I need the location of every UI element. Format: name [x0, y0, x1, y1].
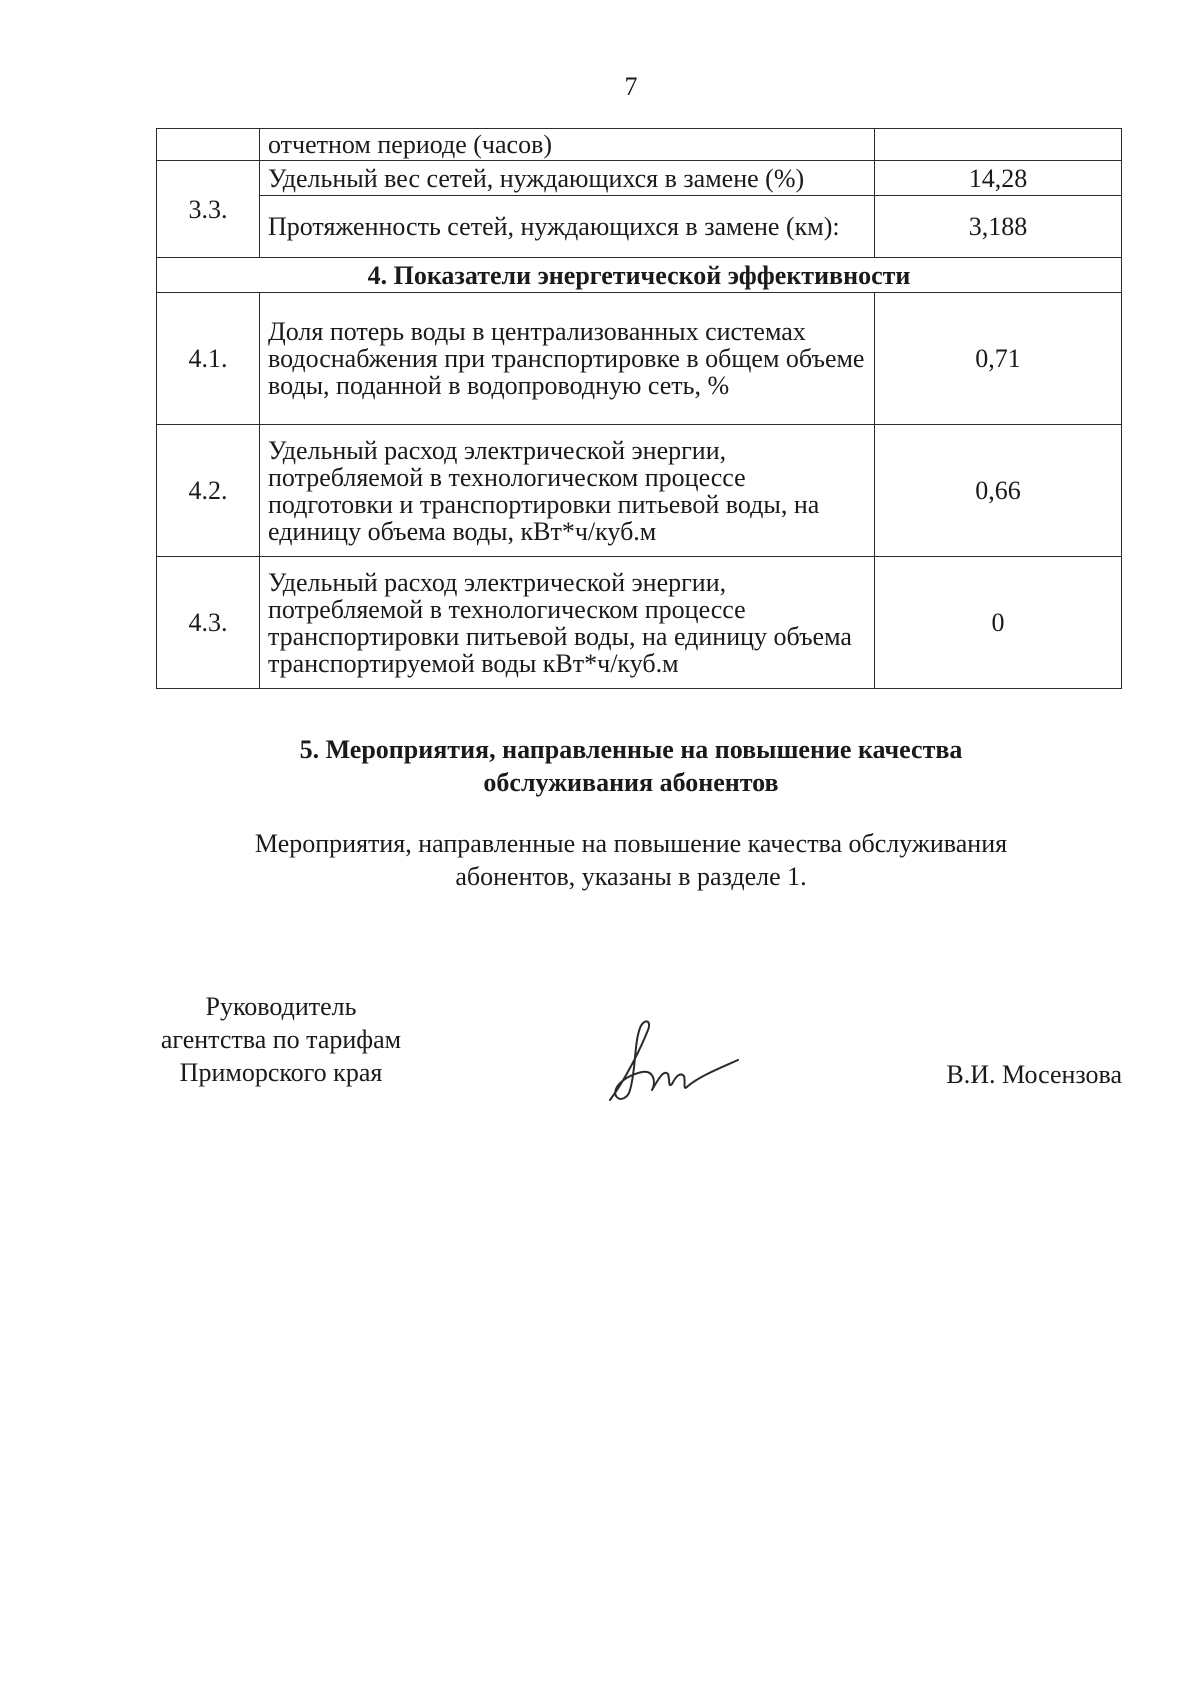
row-number: 4.2.	[157, 425, 260, 557]
row-description: Протяженность сетей, нуждающихся в замене (км):	[260, 196, 875, 258]
row-value: 14,28	[875, 161, 1122, 196]
signer-position	[136, 990, 426, 1089]
signer-position-line: Приморского края	[179, 1058, 383, 1087]
row-description: Удельный расход электрической энергии, потребляемой в технологическом процессе транспортировки питьевой воды, на единицу объема транспортируемой воды кВт*ч/куб.м	[260, 557, 875, 689]
signer-name: В.И. Мосензова	[946, 1060, 1122, 1089]
section-heading: 4. Показатели энергетической эффективности	[157, 258, 1122, 293]
row-description: отчетном периоде (часов)	[260, 129, 875, 161]
signer-position-line: агентства по тарифам	[160, 1025, 402, 1054]
row-description: Удельный вес сетей, нуждающихся в замене (%)	[260, 161, 875, 196]
section-5-body	[0, 827, 1200, 893]
table-row	[157, 293, 1122, 425]
section-heading-row	[157, 258, 1122, 293]
handwritten-signature	[590, 1010, 750, 1110]
table-row	[157, 196, 1122, 258]
row-number: 4.3.	[157, 557, 260, 689]
row-value: 0,71	[875, 293, 1122, 425]
row-value: 3,188	[875, 196, 1122, 258]
row-value	[875, 129, 1122, 161]
row-description: Доля потерь воды в централизованных системах водоснабжения при транспортировке в общем объеме воды, поданной в водопроводную сеть, %	[260, 293, 875, 425]
section-5-title-line: обслуживания абонентов	[483, 768, 779, 797]
row-value: 0,66	[875, 425, 1122, 557]
table-row	[157, 425, 1122, 557]
table-row	[157, 557, 1122, 689]
row-number	[157, 129, 260, 161]
section-5-title	[0, 733, 1200, 799]
table-row	[157, 161, 1122, 196]
table-row	[157, 129, 1122, 161]
section-5-body-line: Мероприятия, направленные на повышение качества обслуживания	[254, 829, 1008, 858]
row-number: 4.1.	[157, 293, 260, 425]
indicators-table	[156, 128, 1122, 689]
row-description: Удельный расход электрической энергии, потребляемой в технологическом процессе подготовки и транспортировки питьевой воды, на единицу объема воды, кВт*ч/куб.м	[260, 425, 875, 557]
row-value: 0	[875, 557, 1122, 689]
row-number: 3.3.	[157, 161, 260, 258]
section-5-title-line: 5. Мероприятия, направленные на повышение качества	[299, 735, 963, 764]
page-number: 7	[624, 72, 638, 101]
section-5-body-line: абонентов, указаны в разделе 1.	[455, 862, 807, 891]
signer-position-line: Руководитель	[205, 992, 357, 1021]
